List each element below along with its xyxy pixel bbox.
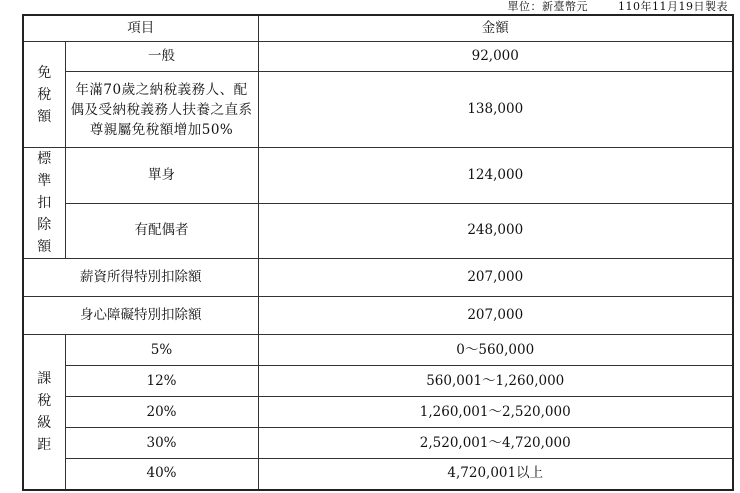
bracket-range: 0～560,000 [258, 335, 733, 366]
standard-single-amount: 124,000 [258, 148, 733, 204]
bracket-range: 4,720,001以上 [258, 459, 733, 490]
table-row [23, 459, 733, 490]
unit-note: 單位：新臺幣元 [507, 0, 588, 13]
brackets-group-label: 課 稅 級 距 [23, 335, 65, 490]
table-row [23, 259, 733, 297]
disability-deduction-amount: 207,000 [258, 297, 733, 335]
salary-deduction-amount: 207,000 [258, 259, 733, 297]
table-meta [508, 0, 729, 14]
standard-married-label: 有配偶者 [65, 203, 258, 259]
standard-deduction-group-label: 標 準 扣 除 額 [23, 148, 65, 259]
standard-married-amount: 248,000 [258, 203, 733, 259]
table-row [23, 428, 733, 459]
table-row [23, 335, 733, 366]
bracket-rate: 5% [65, 335, 258, 366]
exemption-general-amount: 92,000 [258, 42, 733, 72]
exemption-senior-amount: 138,000 [258, 72, 733, 148]
table-header-row [23, 15, 733, 42]
bracket-rate: 20% [65, 397, 258, 428]
exemption-general-label: 一般 [65, 42, 258, 72]
exemption-group-label: 免 稅 額 [23, 42, 65, 148]
table-row [23, 366, 733, 397]
date-note: 110年11月19日製表 [618, 0, 728, 13]
bracket-range: 1,260,001～2,520,000 [258, 397, 733, 428]
bracket-range: 560,001～1,260,000 [258, 366, 733, 397]
table-row [23, 72, 733, 148]
table-row [23, 397, 733, 428]
header-item: 項目 [23, 15, 258, 42]
bracket-rate: 30% [65, 428, 258, 459]
bracket-rate: 12% [65, 366, 258, 397]
table-row [23, 148, 733, 204]
exemption-senior-label: 年滿70歲之納稅義務人、配偶及受納稅義務人扶養之直系尊親屬免稅額增加50% [65, 72, 258, 148]
header-amount: 金額 [258, 15, 733, 42]
table-row [23, 203, 733, 259]
standard-single-label: 單身 [65, 148, 258, 204]
bracket-rate: 40% [65, 459, 258, 490]
bracket-range: 2,520,001～4,720,000 [258, 428, 733, 459]
table-row [23, 297, 733, 335]
tax-table [22, 14, 734, 491]
table-row [23, 42, 733, 72]
disability-deduction-label: 身心障礙特別扣除額 [23, 297, 258, 335]
salary-deduction-label: 薪資所得特別扣除額 [23, 259, 258, 297]
